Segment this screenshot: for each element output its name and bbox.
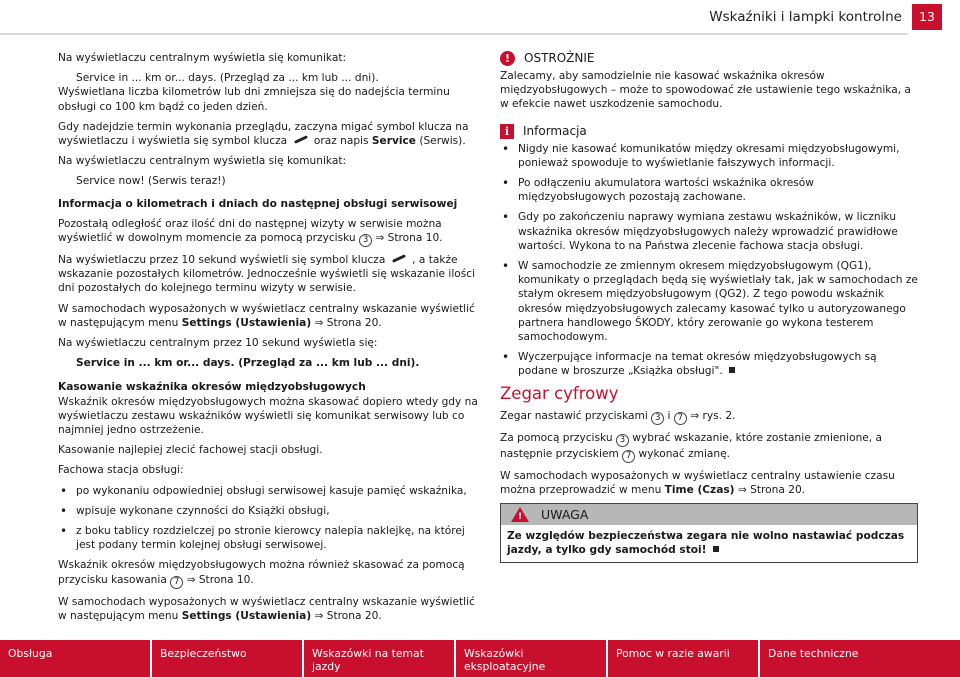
paragraph: Na wyświetlaczu centralnym wyświetla się komunikat: bbox=[58, 155, 347, 168]
link-figure-2[interactable]: ⇒ rys. 2. bbox=[690, 409, 736, 422]
nav-tab-wskazowki-eksploatacyjne[interactable]: Wskazówki eksploatacyjne bbox=[456, 640, 606, 677]
display-message: Service in ... km or... days. (Przegląd za ... km lub ... dni). bbox=[76, 357, 420, 370]
button-7-icon: 7 bbox=[170, 576, 183, 589]
info-item: • W samochodzie ze zmiennym okresem międzyobsługowym (QG1), komunikaty o przeglądach będą się wyświetlały tak, jak w samochodach ze stałym okresem międzyobsługowym (QG2). Z tego powodu wskaźnik okresów międzyobsługowych zalecamy kasować tylko u autoryzowanego partnera handlowego ŠKODY, który zerowanie go wykona testerem samochodowym. bbox=[500, 259, 918, 344]
right-column bbox=[500, 51, 918, 563]
text: W samochodach wyposażonych w wyświetlacz centralny wskazanie wyświetlić w następującym menu bbox=[58, 595, 475, 622]
link-strona-10[interactable]: ⇒ Strona 10. bbox=[375, 232, 443, 245]
display-message: Service now! (Serwis teraz!) bbox=[76, 175, 226, 188]
list-item: • wpisuje wykonane czynności do Książki obsługi, bbox=[58, 504, 478, 518]
paragraph: Fachowa stacja obsługi: bbox=[58, 464, 184, 477]
paragraph bbox=[58, 558, 478, 588]
text: wykonać zmianę. bbox=[638, 447, 731, 460]
caution-text: Zalecamy, aby samodzielnie nie kasować wskaźnika okresów międzyobsługowych – może to spowodować złe ustawienie tego wskaźnika, a w efekcie nawet uszkodzenie samochodu. bbox=[500, 70, 911, 111]
text: oraz napis bbox=[313, 135, 369, 148]
paragraph: Wyświetlana liczba kilometrów lub dni zmniejsza się do nadejścia terminu obsługi co 100 km bądź co jeden dzień. bbox=[58, 86, 450, 113]
button-7-icon: 7 bbox=[622, 450, 635, 463]
header-divider bbox=[0, 33, 908, 35]
text: wybrać wskazanie, które zostanie zmienione, a następnie przyciskiem bbox=[500, 431, 883, 460]
text: Ze względów bezpieczeństwa zegara nie wolno nastawiać podczas jazdy, a tylko gdy samochód stoi! bbox=[507, 530, 905, 557]
text: Service bbox=[371, 135, 416, 148]
button-3-icon: 3 bbox=[651, 412, 664, 425]
warning-box bbox=[500, 503, 918, 562]
text: (Serwis). bbox=[419, 135, 466, 148]
paragraph bbox=[58, 120, 478, 148]
paragraph: Na wyświetlaczu centralnym przez 10 sekund wyświetla się: bbox=[58, 337, 378, 350]
caution-title: OSTROŻNIE bbox=[524, 51, 595, 66]
section-title: Zegar cyfrowy bbox=[500, 383, 619, 403]
text: Na wyświetlaczu przez 10 sekund wyświetli się symbol klucza bbox=[58, 254, 386, 267]
wrench-icon bbox=[392, 254, 406, 263]
warning-triangle-icon: ! bbox=[511, 507, 529, 522]
text: W samochodach wyposażonych w wyświetlacz centralny wskazanie wyświetlić w następującym menu bbox=[58, 302, 475, 329]
button-7-icon: 7 bbox=[674, 412, 687, 425]
paragraph bbox=[500, 409, 918, 425]
nav-tab-dane-techniczne[interactable]: Dane techniczne bbox=[760, 640, 960, 677]
nav-tab-pomoc[interactable]: Pomoc w razie awarii bbox=[608, 640, 758, 677]
link-strona-20[interactable]: ⇒ Strona 20. bbox=[737, 484, 806, 497]
subheading: Kasowanie wskaźnika okresów międzyobsługowych bbox=[58, 381, 366, 394]
info-title: Informacja bbox=[523, 124, 587, 138]
info-heading bbox=[500, 124, 918, 139]
page-header bbox=[0, 0, 960, 36]
footer-nav bbox=[0, 640, 960, 677]
warning-box-header bbox=[501, 504, 917, 525]
info-icon: i bbox=[500, 124, 514, 139]
text: i bbox=[667, 409, 671, 422]
header-title: Wskaźniki i lampki kontrolne bbox=[709, 9, 902, 25]
link-strona-20[interactable]: ⇒ Strona 20. bbox=[314, 609, 382, 622]
subheading: Informacja o kilometrach i dniach do następnej obsługi serwisowej bbox=[58, 197, 458, 210]
list-item: • po wykonaniu odpowiedniej obsługi serwisowej kasuje pamięć wskaźnika, bbox=[58, 484, 478, 498]
end-marker-icon bbox=[713, 546, 719, 552]
nav-tab-obsluga[interactable]: Obsługa bbox=[0, 640, 150, 677]
text: Wskaźnik okresów międzyobsługowych można również skasować za pomocą przycisku kasowania bbox=[58, 559, 465, 586]
end-marker-icon bbox=[729, 367, 735, 373]
paragraph bbox=[500, 469, 918, 497]
page-number: 13 bbox=[912, 4, 942, 30]
text: Pozostałą odległość oraz ilość dni do następnej wizyty w serwisie można wyświetlić w dowolnym momencie za pomocą przycisku bbox=[58, 217, 442, 245]
link-strona-20[interactable]: ⇒ Strona 20. bbox=[314, 316, 382, 329]
button-3-icon: 3 bbox=[359, 234, 372, 247]
list-item: • z boku tablicy rozdzielczej po stronie kierowcy nalepia naklejkę, na której jest podany termin kolejnej obsługi serwisowej. bbox=[58, 524, 478, 552]
button-3-icon: 3 bbox=[616, 434, 629, 447]
text: Settings (Ustawienia) bbox=[181, 316, 312, 329]
warning-icon: ! bbox=[500, 51, 515, 66]
paragraph bbox=[58, 595, 478, 623]
warning-text bbox=[501, 525, 917, 557]
text: W samochodach wyposażonych w wyświetlacz centralny ustawienie czasu można przeprowadzić w menu bbox=[500, 469, 895, 497]
paragraph: Wskaźnik okresów międzyobsługowych można skasować dopiero wtedy gdy na wyświetlaczu zestawu wskaźników wyświetli się komunikat serwisowy lub co najmniej jedno ostrzeżenie. bbox=[58, 395, 478, 437]
text: Gdy nadejdzie termin wykonania przeglądu, zaczyna migać symbol klucza na wyświetlaczu i wyświetla się symbol klucza bbox=[58, 120, 469, 148]
text: Za pomocą przycisku bbox=[500, 431, 613, 444]
paragraph bbox=[500, 431, 918, 463]
info-item: • Po odłączeniu akumulatora wartości wskaźnika okresów międzyobsługowych pozostają zachowane. bbox=[500, 176, 918, 204]
text: Time (Czas) bbox=[664, 484, 735, 497]
text: Zegar nastawić przyciskami bbox=[500, 409, 648, 422]
link-strona-10[interactable]: ⇒ Strona 10. bbox=[186, 573, 254, 586]
warning-title: UWAGA bbox=[541, 506, 589, 522]
wrench-icon bbox=[294, 135, 308, 144]
text: , a także wskazanie pozostałych kilometrów. Jednocześnie wyświetli się wskazanie ilości dni pozostałych do kolejnego terminu wizyty w serwisie. bbox=[58, 254, 476, 295]
caution-heading bbox=[500, 51, 918, 66]
paragraph bbox=[58, 253, 478, 296]
info-item bbox=[500, 350, 918, 378]
text: Wyczerpujące informacje na temat okresów międzyobsługowych są podane w broszurze „Książka obsługi". bbox=[518, 351, 877, 378]
left-column bbox=[58, 51, 478, 629]
text: Settings (Ustawienia) bbox=[181, 609, 312, 622]
paragraph bbox=[58, 217, 478, 247]
paragraph: Kasowanie najlepiej zlecić fachowej stacji obsługi. bbox=[58, 444, 323, 457]
info-item: • Nigdy nie kasować komunikatów między okresami międzyobsługowymi, ponieważ spowoduje to wyświetlanie fałszywych informacji. bbox=[500, 142, 918, 170]
nav-tab-bezpieczenstwo[interactable]: Bezpieczeństwo bbox=[152, 640, 302, 677]
display-message: Service in ... km or... days. (Przegląd za ... km lub ... dni). bbox=[76, 72, 379, 85]
nav-tab-wskazowki-jazdy[interactable]: Wskazówki na temat jazdy bbox=[304, 640, 454, 677]
paragraph bbox=[58, 302, 478, 330]
paragraph: Na wyświetlaczu centralnym wyświetla się komunikat: bbox=[58, 52, 347, 64]
info-item: • Gdy po zakończeniu naprawy wymiana zestawu wskaźników, w liczniku wskaźnika okresów międzyobsługowych należy wprowadzić prawidłowe wartości. Wykona to na Państwa zlecenie fachowa stacja obsługi. bbox=[500, 210, 918, 253]
